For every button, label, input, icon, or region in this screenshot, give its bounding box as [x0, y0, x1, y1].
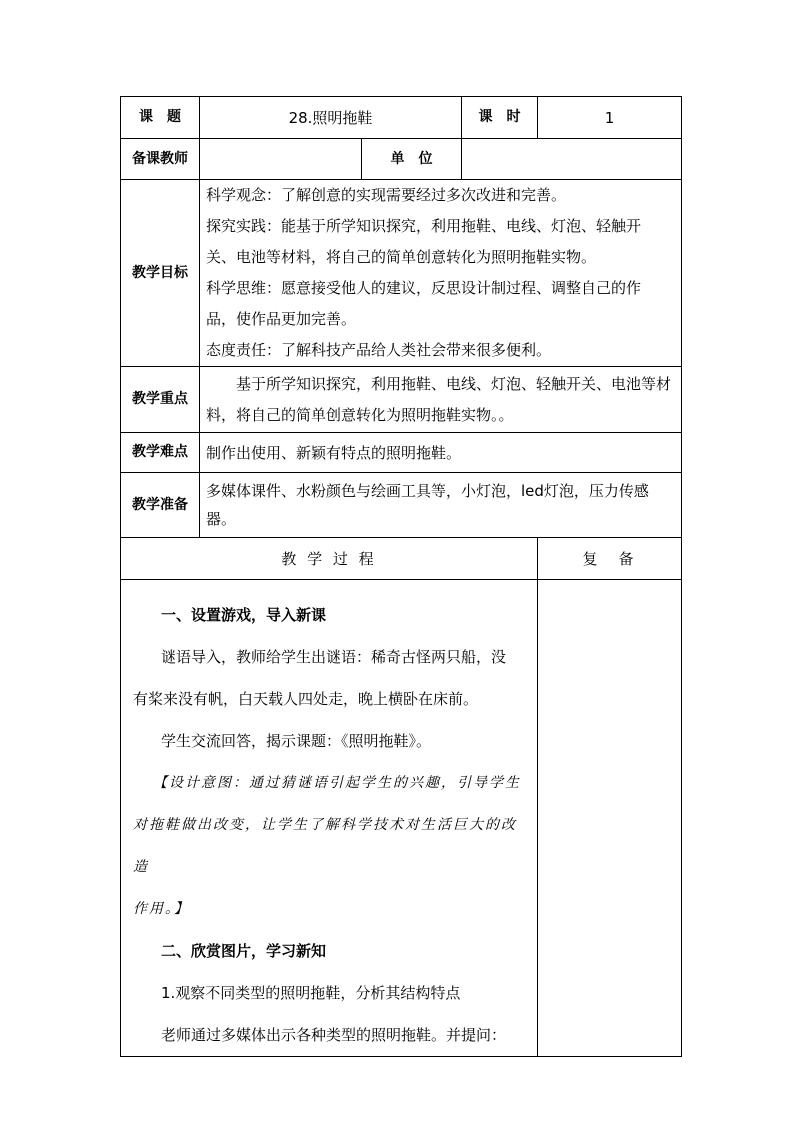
process-header-row	[121, 538, 682, 580]
teacher-label: 备课教师	[121, 139, 200, 180]
goal-line: 关、电池等材料，将自己的简单创意转化为照明拖鞋实物。	[206, 248, 597, 266]
design-note: 作用。】	[133, 901, 190, 917]
paragraph: 老师通过多媒体出示各种类型的照明拖鞋。并提问：	[161, 1026, 507, 1044]
process-header: 教 学 过 程	[121, 538, 538, 580]
paragraph: 有桨来没有帆，白天载人四处走，晚上横卧在床前。	[133, 690, 479, 708]
preparation-label: 教学准备	[121, 473, 200, 538]
unit-label: 单 位	[362, 139, 462, 180]
key-points-label: 教学重点	[121, 367, 200, 433]
teacher-row	[121, 139, 682, 180]
lesson-plan-table-wrapper	[120, 96, 681, 1057]
goal-line: 探究实践：能基于所学知识探究，利用拖鞋、电线、灯泡、轻触开	[206, 217, 642, 235]
paragraph: 1.观察不同类型的照明拖鞋，分析其结构特点	[161, 984, 461, 1002]
hours-value: 1	[538, 97, 682, 139]
review-header: 复 备	[538, 538, 682, 580]
difficulties-label: 教学难点	[121, 433, 200, 473]
design-note: 【设计意图：通过猜谜语引起学生的兴趣，引导学生	[153, 775, 521, 791]
goals-label: 教学目标	[121, 180, 200, 367]
preparation-text: 多媒体课件、水粉颜色与绘画工具等，小灯泡，led灯泡，压力传感器。	[206, 482, 649, 528]
unit-value	[462, 139, 682, 180]
section-title: 一、设置游戏，导入新课	[161, 606, 327, 624]
topic-value: 28.照明拖鞋	[200, 97, 462, 139]
goal-line: 科学观念：了解创意的实现需要经过多次改进和完善。	[206, 186, 567, 204]
paragraph: 学生交流回答，揭示课题：《照明拖鞋》。	[161, 732, 432, 750]
design-note: 对拖鞋做出改变，让学生了解科学技术对生活巨大的改造	[133, 817, 517, 875]
paragraph: 谜语导入，教师给学生出谜语：稀奇古怪两只船，没	[161, 648, 507, 666]
process-content	[121, 580, 538, 1057]
difficulties-text: 制作出使用、新颖有特点的照明拖鞋。	[200, 433, 682, 473]
goal-line: 品，使作品更加完善。	[206, 310, 357, 328]
process-content-row	[121, 580, 682, 1057]
goals-content	[200, 180, 682, 367]
goals-row	[121, 180, 682, 367]
topic-label: 课 题	[121, 97, 200, 139]
teacher-value	[200, 139, 362, 180]
hours-label: 课 时	[462, 97, 538, 139]
review-content	[538, 580, 682, 1057]
topic-row	[121, 97, 682, 139]
goal-line: 科学思维：愿意接受他人的建议，反思设计制过程、调整自己的作	[206, 279, 642, 297]
section-title: 二、欣赏图片，学习新知	[161, 942, 327, 960]
goal-line: 态度责任：了解科技产品给人类社会带来很多便利。	[206, 341, 552, 359]
difficulties-row	[121, 433, 682, 473]
key-points-text: 基于所学知识探究，利用拖鞋、电线、灯泡、轻触开关、电池等材料，将自己的简单创意转化为照明拖鞋实物。。	[206, 374, 672, 424]
key-points-row	[121, 367, 682, 433]
lesson-plan-table	[120, 96, 682, 1057]
preparation-row	[121, 473, 682, 538]
